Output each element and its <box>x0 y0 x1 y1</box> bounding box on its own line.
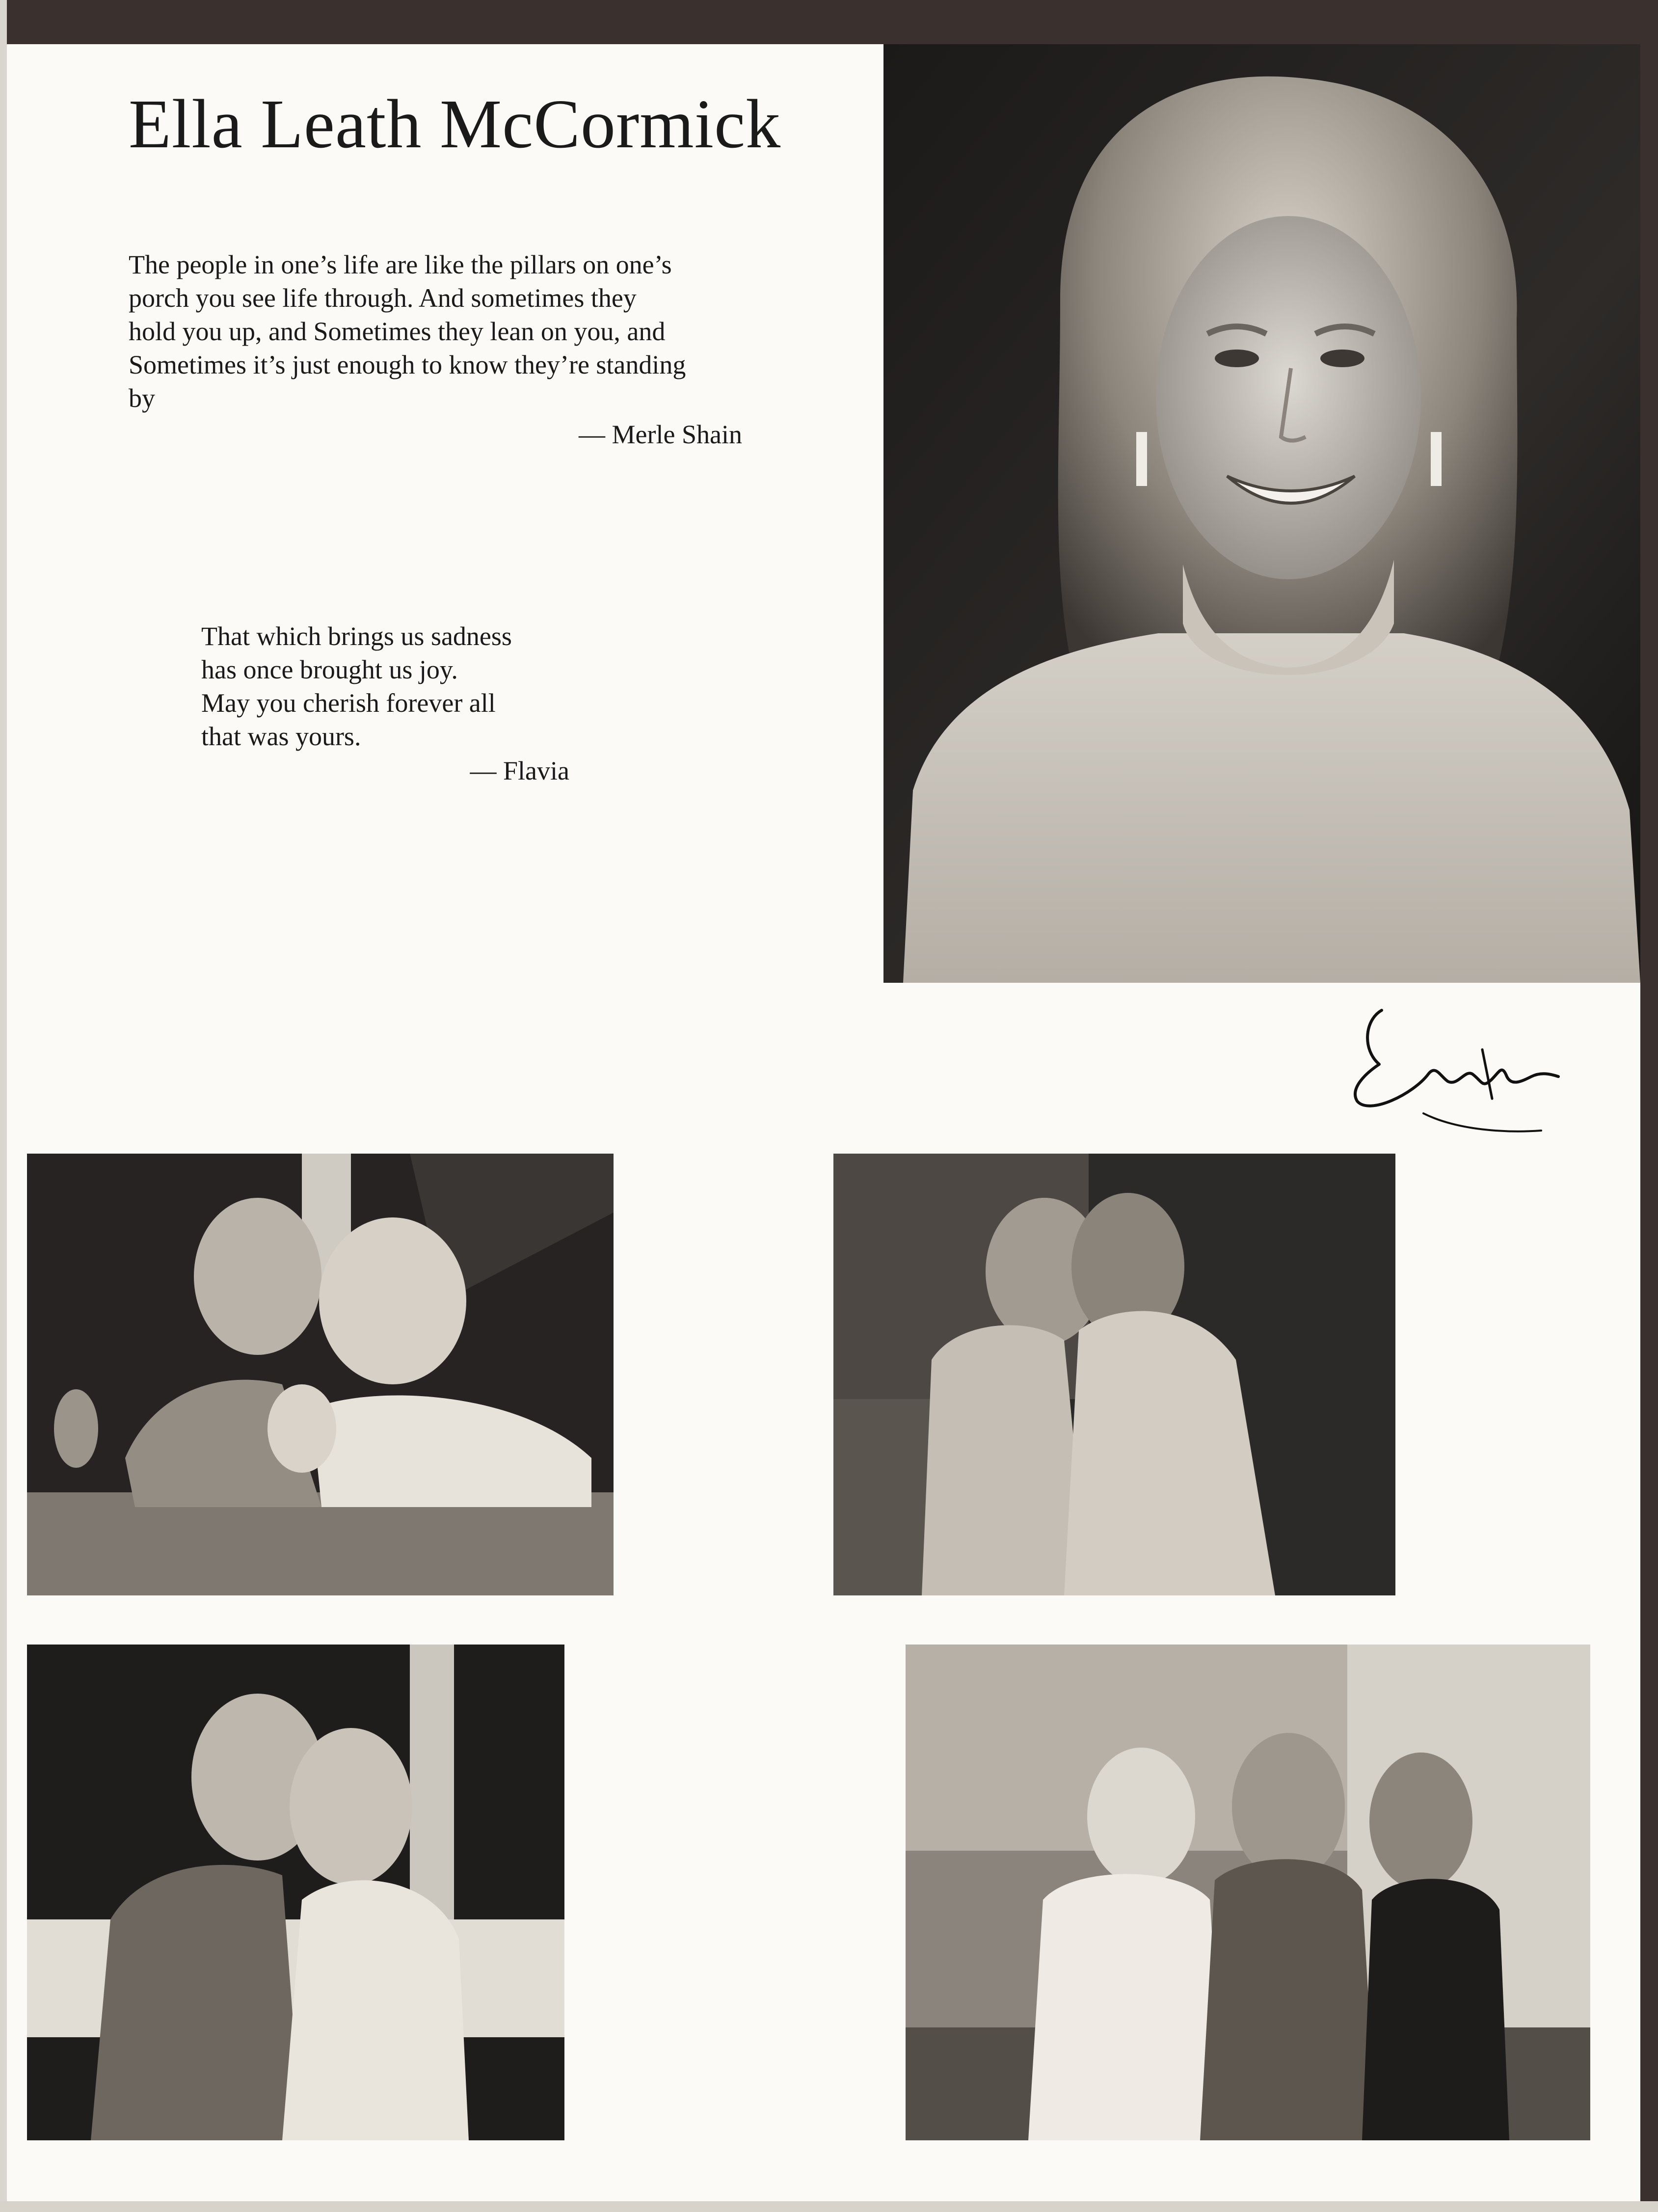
quote-flavia <box>201 620 569 787</box>
quote-attribution: — Flavia <box>470 756 569 785</box>
student-name: Ella Leath McCormick <box>129 85 781 162</box>
quote-line: Sometimes it’s just enough to know they’re standing <box>129 350 686 379</box>
portrait-photo <box>883 44 1640 983</box>
page-border-top <box>0 0 1658 44</box>
page-edge-left <box>0 0 7 2212</box>
quote-line: has once brought us joy. <box>201 655 458 684</box>
quote-line: hold you up, and Sometimes they lean on you, and <box>129 317 666 346</box>
signature <box>1335 991 1561 1138</box>
couple-photo <box>27 1645 564 2140</box>
quote-line: by <box>129 383 155 413</box>
two-friends-outdoors-photo <box>833 1154 1395 1595</box>
quote-line: That which brings us sadness <box>201 621 512 651</box>
quote-merle-shain <box>129 248 742 451</box>
quote-line: The people in one’s life are like the pillars on one’s <box>129 250 672 279</box>
quote-line: that was yours. <box>201 722 361 751</box>
page-border-right <box>1640 0 1658 2212</box>
quote-attribution: — Merle Shain <box>579 420 742 449</box>
quote-line: May you cherish forever all <box>201 688 496 718</box>
two-friends-dinner-photo <box>27 1154 614 1595</box>
page-edge-bottom <box>0 2201 1658 2212</box>
quote-line: porch you see life through. And sometimes they <box>129 283 637 313</box>
three-friends-photo <box>906 1645 1590 2140</box>
